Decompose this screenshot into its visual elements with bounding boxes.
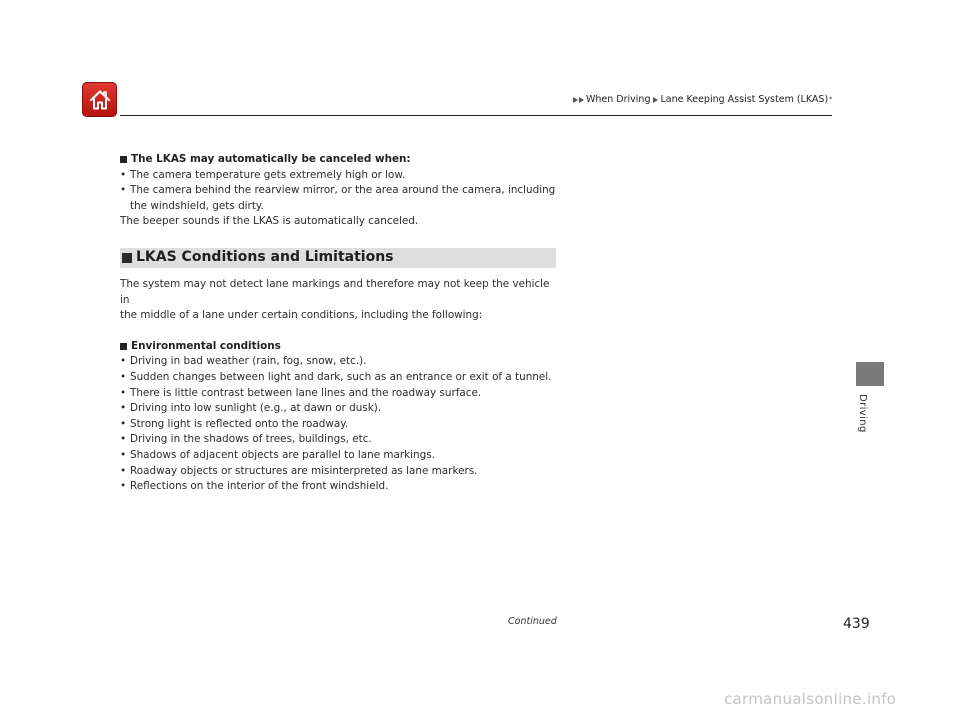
env-heading-text: Environmental conditions — [131, 339, 281, 352]
breadcrumb-item-when-driving[interactable]: When Driving — [586, 94, 651, 105]
list-item: • Roadway objects or structures are misinterpreted as lane markers. — [120, 464, 560, 480]
square-bullet-icon — [122, 253, 132, 263]
breadcrumb-sup: * — [829, 96, 833, 103]
cancel-section-heading — [120, 152, 560, 168]
continued-label: Continued — [508, 616, 557, 627]
breadcrumb-arrow-icon — [653, 97, 658, 103]
main-content — [120, 152, 560, 495]
home-button[interactable] — [82, 82, 117, 117]
watermark: carmanualsonline.info — [724, 690, 897, 708]
list-item: • Driving in bad weather (rain, fog, snow, etc.). — [120, 354, 560, 370]
home-icon — [88, 88, 112, 112]
breadcrumb-arrow-icon — [573, 97, 578, 103]
square-bullet-icon — [120, 156, 127, 163]
env-section-heading — [120, 339, 560, 355]
list-item: • Driving into low sunlight (e.g., at dawn or dusk). — [120, 401, 560, 417]
list-item: • Reflections on the interior of the front windshield. — [120, 479, 560, 495]
banner-title: LKAS Conditions and Limitations — [136, 249, 394, 266]
breadcrumb-item-lkas[interactable]: Lane Keeping Assist System (LKAS) — [660, 94, 829, 105]
breadcrumb — [573, 94, 832, 105]
list-item: • Sudden changes between light and dark, such as an entrance or exit of a tunnel. — [120, 370, 560, 386]
intro-line: the middle of a lane under certain conditions, including the following: — [120, 309, 483, 322]
header-rule — [120, 115, 832, 116]
list-item: • The camera behind the rearview mirror, or the area around the camera, including — [120, 183, 560, 199]
intro-line: The system may not detect lane markings and therefore may not keep the vehicle in — [120, 277, 550, 306]
list-item-continuation: the windshield, gets dirty. — [130, 199, 264, 212]
list-item: • Shadows of adjacent objects are parallel to lane markings. — [120, 448, 560, 464]
list-item: • Strong light is reflected onto the roadway. — [120, 417, 560, 433]
chapter-tab[interactable] — [856, 362, 884, 386]
breadcrumb-arrow-icon — [579, 97, 584, 103]
list-item: • Driving in the shadows of trees, buildings, etc. — [120, 432, 560, 448]
list-item: • There is little contrast between lane lines and the roadway surface. — [120, 386, 560, 402]
cancel-note: The beeper sounds if the LKAS is automatically canceled. — [120, 215, 419, 228]
chapter-label: Driving — [857, 394, 868, 433]
square-bullet-icon — [120, 343, 127, 350]
cancel-heading-text: The LKAS may automatically be canceled when: — [131, 153, 411, 165]
page-number: 439 — [843, 616, 870, 632]
section-banner — [120, 248, 556, 268]
list-item: • The camera temperature gets extremely high or low. — [120, 168, 560, 184]
